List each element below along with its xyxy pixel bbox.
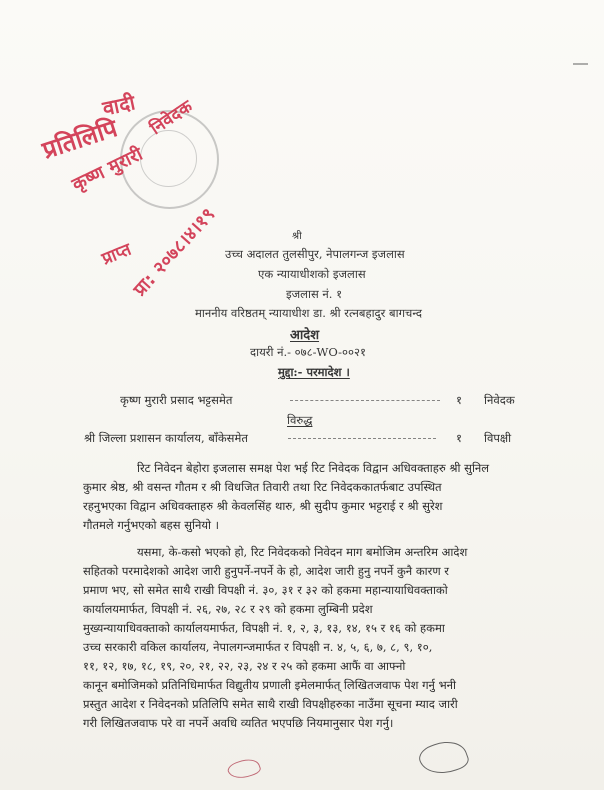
versus-label: विरुद्ध — [287, 413, 313, 427]
paragraph-2-line-1: यसमा, के-कसो भएको हो, रिट निवेदकको निवेदन माग बमोजिम अन्तरिम आदेश — [137, 545, 468, 559]
petitioner-dash-line — [290, 400, 440, 402]
bench-number: इजलास नं. १ — [286, 287, 343, 301]
registration-number: दायरी नं.- ०७८-WO-००२१ — [250, 345, 366, 359]
faded-stamp-inner — [140, 130, 197, 187]
paragraph-2-line-2: सहितको परमादेशको आदेश जारी हुनुपर्ने-नपर्ने के हो, आदेश जारी हुनु नपर्ने कुनै कारण र — [83, 564, 450, 578]
signature-mark-right — [416, 735, 471, 781]
respondent-role: विपक्षी — [484, 431, 512, 445]
handwritten-annotation-5: प्राप्त — [99, 239, 135, 270]
respondent-count: १ — [456, 431, 462, 445]
court-name: उच्च अदालत तुलसीपुर, नेपालगन्ज इजलास — [225, 247, 405, 261]
handwritten-annotation-4: निवेदक — [146, 96, 197, 140]
signature-mark-left — [226, 755, 262, 783]
paragraph-1-line-4: गौतमले गर्नुभएको बहस सुनियो । — [83, 518, 220, 532]
paragraph-2-line-10: गरी लिखितजवाफ परे वा नपर्ने अवधि व्यतित भएपछि नियमानुसार पेश गर्नु। — [83, 716, 394, 730]
petitioner-role: निवेदक — [484, 393, 515, 407]
case-subject: मुद्दा:- परमादेश । — [278, 365, 350, 379]
petitioner-count: १ — [456, 393, 462, 407]
paragraph-2-line-3: प्रमाण भए, सो समेत साथै राखी विपक्षी नं. ३०, ३१ र ३२ को हकमा महान्यायाधिवक्ताको — [83, 583, 448, 597]
paragraph-2-line-6: उच्च सरकारी वकिल कार्यालय, नेपालगन्जमार्फत र विपक्षी न. ४, ५, ६, ७, ८, ९, १०, — [83, 640, 433, 654]
petitioner-name: कृष्ण मुरारी प्रसाद भट्टसमेत — [120, 393, 233, 407]
paragraph-2-line-7: ११, १२, १७, १८, १९, २०, २१, २२, २३, २४ र २५ को हकमा आफैं वा आफ्नो — [83, 659, 406, 673]
respondent-dash-line — [288, 438, 436, 440]
paragraph-1-line-2: कुमार श्रेष्ठ, श्री वसन्त गौतम र श्री विधजित तिवारी तथा रिट निवेदककातर्फबाट उपस्थित — [83, 480, 442, 494]
header-shri: श्री — [292, 231, 302, 242]
paragraph-2-line-8: कानून बमोजिमको प्रतिनिधिमार्फत विद्युतीय प्रणाली इमेलमार्फत् लिखितजवाफ पेश गर्नु भनी — [83, 678, 457, 692]
paragraph-1-line-1: रिट निवेदन बेहोरा इजलास समक्ष पेश भई रिट निवेदक विद्वान अधिवक्ताहरु श्री सुनिल — [137, 461, 490, 475]
fold-mark — [573, 63, 588, 65]
handwritten-annotation-1: प्रतिलिपि — [38, 114, 121, 165]
respondent-name: श्री जिल्ला प्रशासन कार्यालय, बाँकेसमेत — [84, 431, 248, 445]
bench-type: एक न्यायाधीशको इजलास — [258, 267, 366, 281]
paragraph-2-line-5: मुख्यन्यायाधिवक्ताको कार्यालयमार्फत, विपक्षी नं. १, २, ३, १३, १४, १५ र १६ को हकमा — [83, 621, 445, 635]
judge-name: माननीय वरिष्ठतम् न्यायाधीश डा. श्री रत्नबहादुर बागचन्द — [195, 306, 423, 320]
paragraph-2-line-9: प्रस्तुत आदेश र निवेदनको प्रतिलिपि समेत साथै राखी विपक्षीहरुका नाउँमा सूचना म्याद जारी — [83, 697, 458, 711]
order-title: आदेश — [290, 328, 320, 343]
paragraph-2-line-4: कार्यालयमार्फत, विपक्षी नं. २६, २७, २८ र २९ को हकमा लुम्बिनी प्रदेश — [83, 602, 373, 616]
paragraph-1-line-3: रहनुभएका विद्वान अधिवक्ताहरु श्री केवलसिंह थारु, श्री सुदीप कुमार भट्टराई र श्री सुरेश — [83, 499, 443, 513]
handwritten-annotation-2: वादी — [100, 90, 138, 121]
handwritten-annotation-6: प्रा: २०७८।४।१९ — [129, 203, 220, 301]
handwritten-annotation-3: कृष्ण मुरारी — [68, 143, 147, 196]
